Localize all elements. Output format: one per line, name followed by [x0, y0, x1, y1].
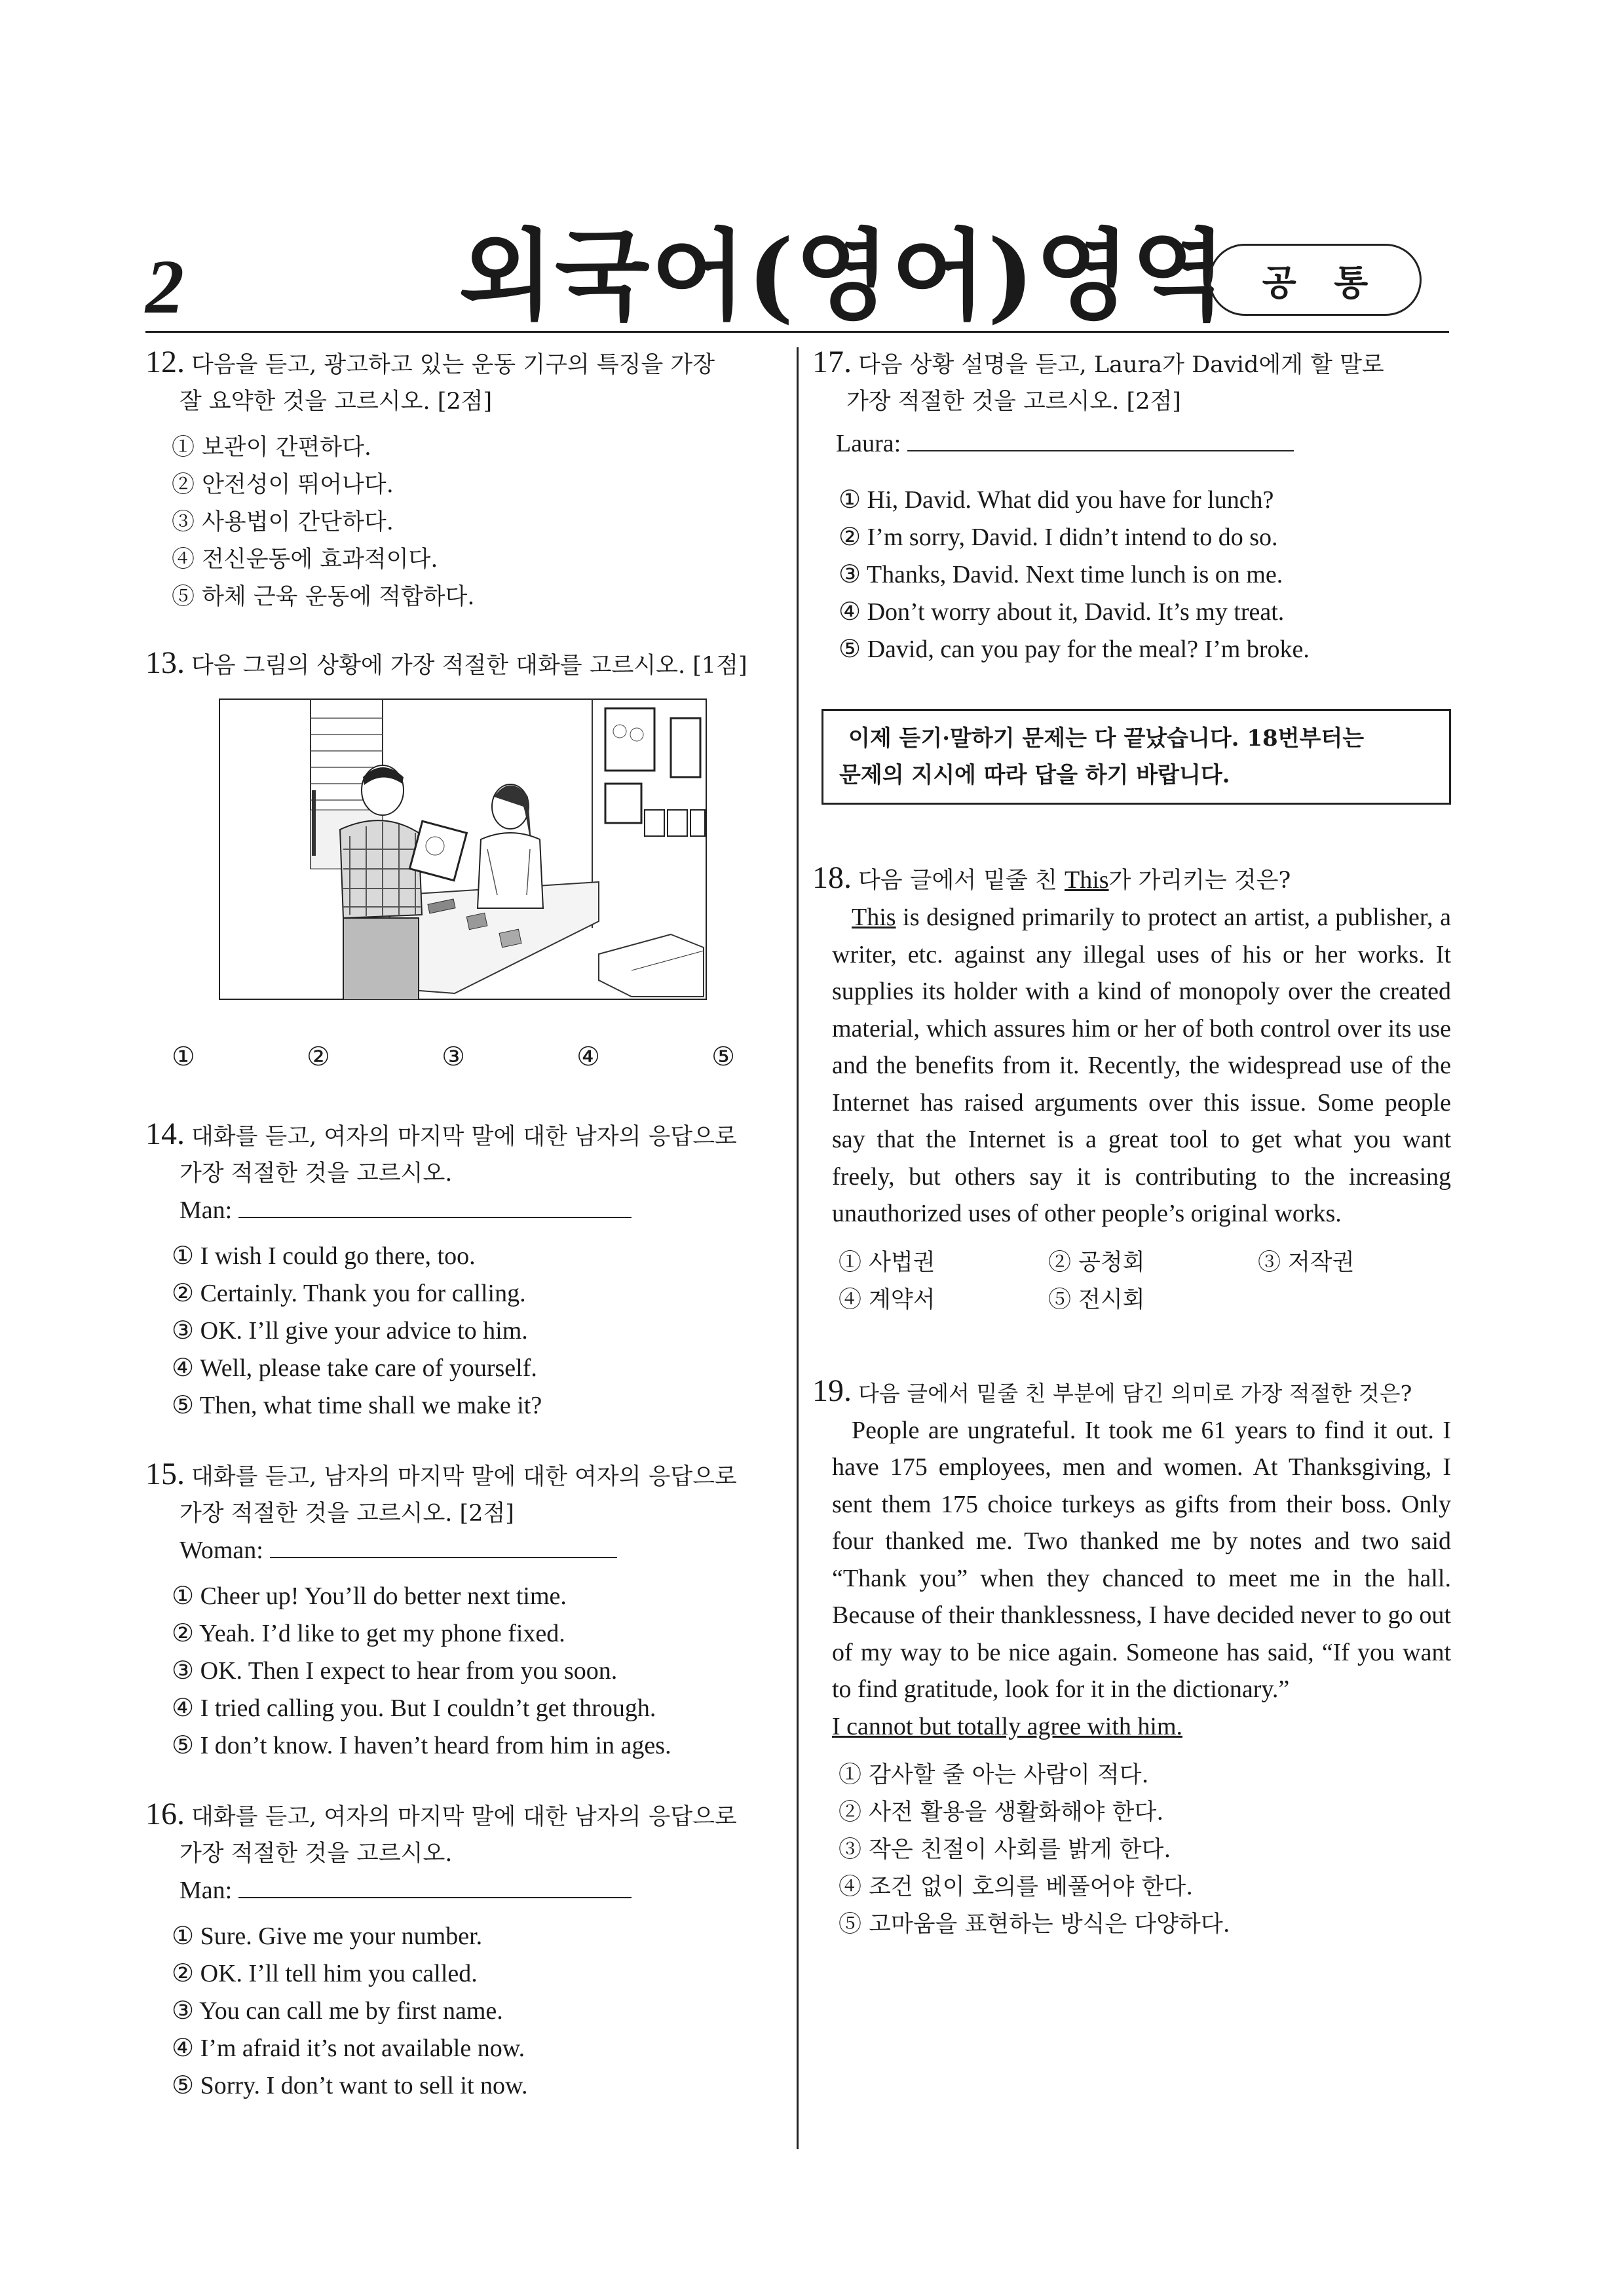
- option-2[interactable]: ② OK. I’ll tell him you called.: [172, 1960, 478, 1987]
- question-12: [145, 344, 774, 616]
- question-stem-cont: 가장 적절한 것을 고르시오. [2점]: [179, 1501, 514, 1527]
- option-5[interactable]: ⑤ 하체 근육 운동에 적합하다.: [172, 584, 475, 610]
- option-1[interactable]: ①: [172, 1042, 195, 1072]
- question-stem: 대화를 듣고, 남자의 마지막 말에 대한 여자의 응답으로: [191, 1464, 737, 1490]
- illustration-frame: [145, 698, 774, 1011]
- speaker-label: Woman:: [179, 1537, 263, 1564]
- option-4[interactable]: ④ 계약서: [839, 1286, 935, 1313]
- question-number: 14.: [145, 1117, 185, 1151]
- answer-line: [145, 1532, 774, 1569]
- option-2[interactable]: ② 안전성이 뛰어나다.: [172, 472, 394, 498]
- question-stem: 다음을 듣고, 광고하고 있는 운동 기구의 특징을 가장: [191, 352, 715, 378]
- question-stem-cont: 가장 적절한 것을 고르시오. [2점]: [846, 389, 1181, 415]
- question-stem-end: 가 가리키는 것은?: [1108, 868, 1291, 894]
- right-column: [812, 344, 1451, 1943]
- question-stem: 다음 글에서 밑줄 친: [858, 868, 1065, 894]
- option-4[interactable]: ④ 조건 없이 호의를 베풀어야 한다.: [839, 1874, 1194, 1900]
- page-number: 2: [145, 244, 184, 330]
- option-1[interactable]: ① 보관이 간편하다.: [172, 434, 372, 461]
- answer-blank: [238, 1875, 632, 1898]
- option-4[interactable]: ④ Well, please take care of yourself.: [172, 1354, 537, 1382]
- section-badge: [1209, 244, 1422, 316]
- option-5[interactable]: ⑤ David, can you pay for the meal? I’m broke.: [839, 636, 1310, 663]
- option-3[interactable]: ③ OK. Then I expect to hear from you soon.: [172, 1657, 618, 1685]
- section-notice: [821, 709, 1451, 805]
- option-3[interactable]: ③ 작은 친절이 사회를 밝게 한다.: [839, 1837, 1171, 1863]
- badge-left-char: 공: [1262, 261, 1296, 303]
- speaker-label: Man:: [179, 1877, 233, 1904]
- question-stem: 대화를 듣고, 여자의 마지막 말에 대한 남자의 응답으로: [191, 1124, 737, 1150]
- picture-options: [145, 1039, 774, 1075]
- option-2[interactable]: ② Certainly. Thank you for calling.: [172, 1280, 526, 1307]
- option-4[interactable]: ④ 전신운동에 효과적이다.: [172, 546, 438, 573]
- option-4[interactable]: ④ Don’t worry about it, David. It’s my treat.: [839, 598, 1285, 626]
- option-2[interactable]: ② 공청회: [1048, 1249, 1145, 1276]
- option-5[interactable]: ⑤ I don’t know. I haven’t heard from him in ages.: [172, 1732, 671, 1759]
- option-5[interactable]: ⑤ 전시회: [1048, 1286, 1145, 1313]
- answer-line: [145, 1872, 774, 1909]
- underlined-sentence: I cannot but totally agree with him.: [832, 1712, 1183, 1740]
- question-13: [145, 645, 774, 1075]
- page-title: 외국어(영어)영역: [459, 218, 1228, 334]
- badge-right-char: 통: [1334, 261, 1369, 303]
- question-17: [812, 344, 1451, 668]
- answer-blank: [270, 1535, 617, 1558]
- question-number: 13.: [145, 645, 185, 680]
- underlined-word: This: [1064, 866, 1109, 894]
- passage-text: People are ungrateful. It took me 61 years to find it out. I have 175 employees, men and women. At Thanksgiving, I sent them 175 choice turkeys as gifts from their boss. Only four thanked me. Two thanked me by notes and two said “Thank you” when they chanced to meet me in the hall. Because of their thanklessness, I have decided never to go out of my way to be nice again. Someone has said, “If you want to find gratitude, look for it in the dictionary.”: [832, 1416, 1451, 1703]
- question-15: [145, 1456, 774, 1765]
- option-2[interactable]: ②: [307, 1042, 330, 1072]
- question-18: [812, 860, 1451, 1319]
- answer-blank: [238, 1195, 632, 1218]
- answer-line: [812, 425, 1451, 462]
- option-1[interactable]: ① Hi, David. What did you have for lunch?: [839, 486, 1274, 514]
- option-3[interactable]: ③: [442, 1042, 465, 1072]
- question-number: 17.: [812, 345, 852, 379]
- option-5[interactable]: ⑤ Then, what time shall we make it?: [172, 1392, 542, 1419]
- question-stem: 다음 그림의 상황에 가장 적절한 대화를 고르시오. [1점]: [191, 653, 747, 679]
- left-column: [145, 344, 774, 2105]
- option-1[interactable]: ① 사법권: [839, 1249, 935, 1276]
- answer-line: [145, 1192, 774, 1229]
- option-5[interactable]: ⑤ 고마움을 표현하는 방식은 다양하다.: [839, 1911, 1230, 1938]
- question-16: [145, 1796, 774, 2105]
- question-number: 15.: [145, 1457, 185, 1491]
- column-divider: [797, 347, 799, 2149]
- notice-line-2: 문제의 지시에 따라 답을 하기 바랍니다.: [839, 762, 1230, 788]
- option-3[interactable]: ③ Thanks, David. Next time lunch is on me.: [839, 561, 1283, 588]
- reading-passage: [812, 899, 1451, 1233]
- shop-counter-illustration: [219, 698, 707, 1000]
- question-stem-cont: 잘 요약한 것을 고르시오. [2점]: [179, 389, 493, 415]
- question-stem: 다음 상황 설명을 듣고, Laura가 David에게 할 말로: [858, 352, 1384, 378]
- option-2[interactable]: ② Yeah. I’d like to get my phone fixed.: [172, 1620, 565, 1647]
- option-1[interactable]: ① 감사할 줄 아는 사람이 적다.: [839, 1762, 1149, 1788]
- option-2[interactable]: ② 사전 활용을 생활화해야 한다.: [839, 1799, 1164, 1826]
- speaker-label: Laura:: [836, 430, 901, 457]
- notice-line-1: 이제 듣기·말하기 문제는 다 끝났습니다. 18번부터는: [848, 725, 1365, 752]
- option-1[interactable]: ① I wish I could go there, too.: [172, 1242, 476, 1270]
- speaker-label: Man:: [179, 1196, 233, 1224]
- option-3[interactable]: ③ 사용법이 간단하다.: [172, 509, 394, 535]
- question-stem: 다음 글에서 밑줄 친 부분에 담긴 의미로 가장 적절한 것은?: [858, 1380, 1412, 1406]
- question-14: [145, 1116, 774, 1425]
- option-3[interactable]: ③ You can call me by first name.: [172, 1997, 503, 2025]
- header-rule: [145, 331, 1449, 333]
- option-3[interactable]: ③ 저작권: [1258, 1249, 1355, 1276]
- question-number: 16.: [145, 1797, 185, 1831]
- option-4[interactable]: ④ I’m afraid it’s not available now.: [172, 2035, 525, 2062]
- option-4[interactable]: ④: [576, 1042, 600, 1072]
- option-1[interactable]: ① Cheer up! You’ll do better next time.: [172, 1582, 567, 1610]
- option-2[interactable]: ② I’m sorry, David. I didn’t intend to do so.: [839, 524, 1278, 551]
- option-5[interactable]: ⑤ Sorry. I don’t want to sell it now.: [172, 2072, 528, 2099]
- reading-passage: [812, 1412, 1451, 1746]
- option-1[interactable]: ① Sure. Give me your number.: [172, 1923, 483, 1950]
- question-stem: 대화를 듣고, 여자의 마지막 말에 대한 남자의 응답으로: [191, 1804, 737, 1830]
- option-3[interactable]: ③ OK. I’ll give your advice to him.: [172, 1317, 528, 1345]
- answer-options: [812, 1244, 1451, 1319]
- question-19: [812, 1373, 1451, 1944]
- passage-text: is designed primarily to protect an artist, a publisher, a writer, etc. against any illegal uses of his or her works. It supplies its holder with a kind of monopoly over the created material, which assures him or her of both control over its use and the benefits from it. Recently, the widespread use of the Internet has raised arguments over this issue. Some people say that the Internet is a great tool to get what you want freely, but others say it is contributing to the increasing unauthorized uses of other people’s original works.: [832, 904, 1451, 1227]
- option-5[interactable]: ⑤: [711, 1042, 735, 1072]
- question-number: 18.: [812, 860, 852, 895]
- option-4[interactable]: ④ I tried calling you. But I couldn’t get through.: [172, 1694, 656, 1722]
- question-number: 12.: [145, 345, 185, 379]
- question-stem-cont: 가장 적절한 것을 고르시오.: [179, 1841, 453, 1867]
- question-stem-cont: 가장 적절한 것을 고르시오.: [179, 1160, 453, 1187]
- underlined-word: This: [852, 904, 896, 931]
- answer-blank: [907, 428, 1294, 451]
- question-number: 19.: [812, 1373, 852, 1408]
